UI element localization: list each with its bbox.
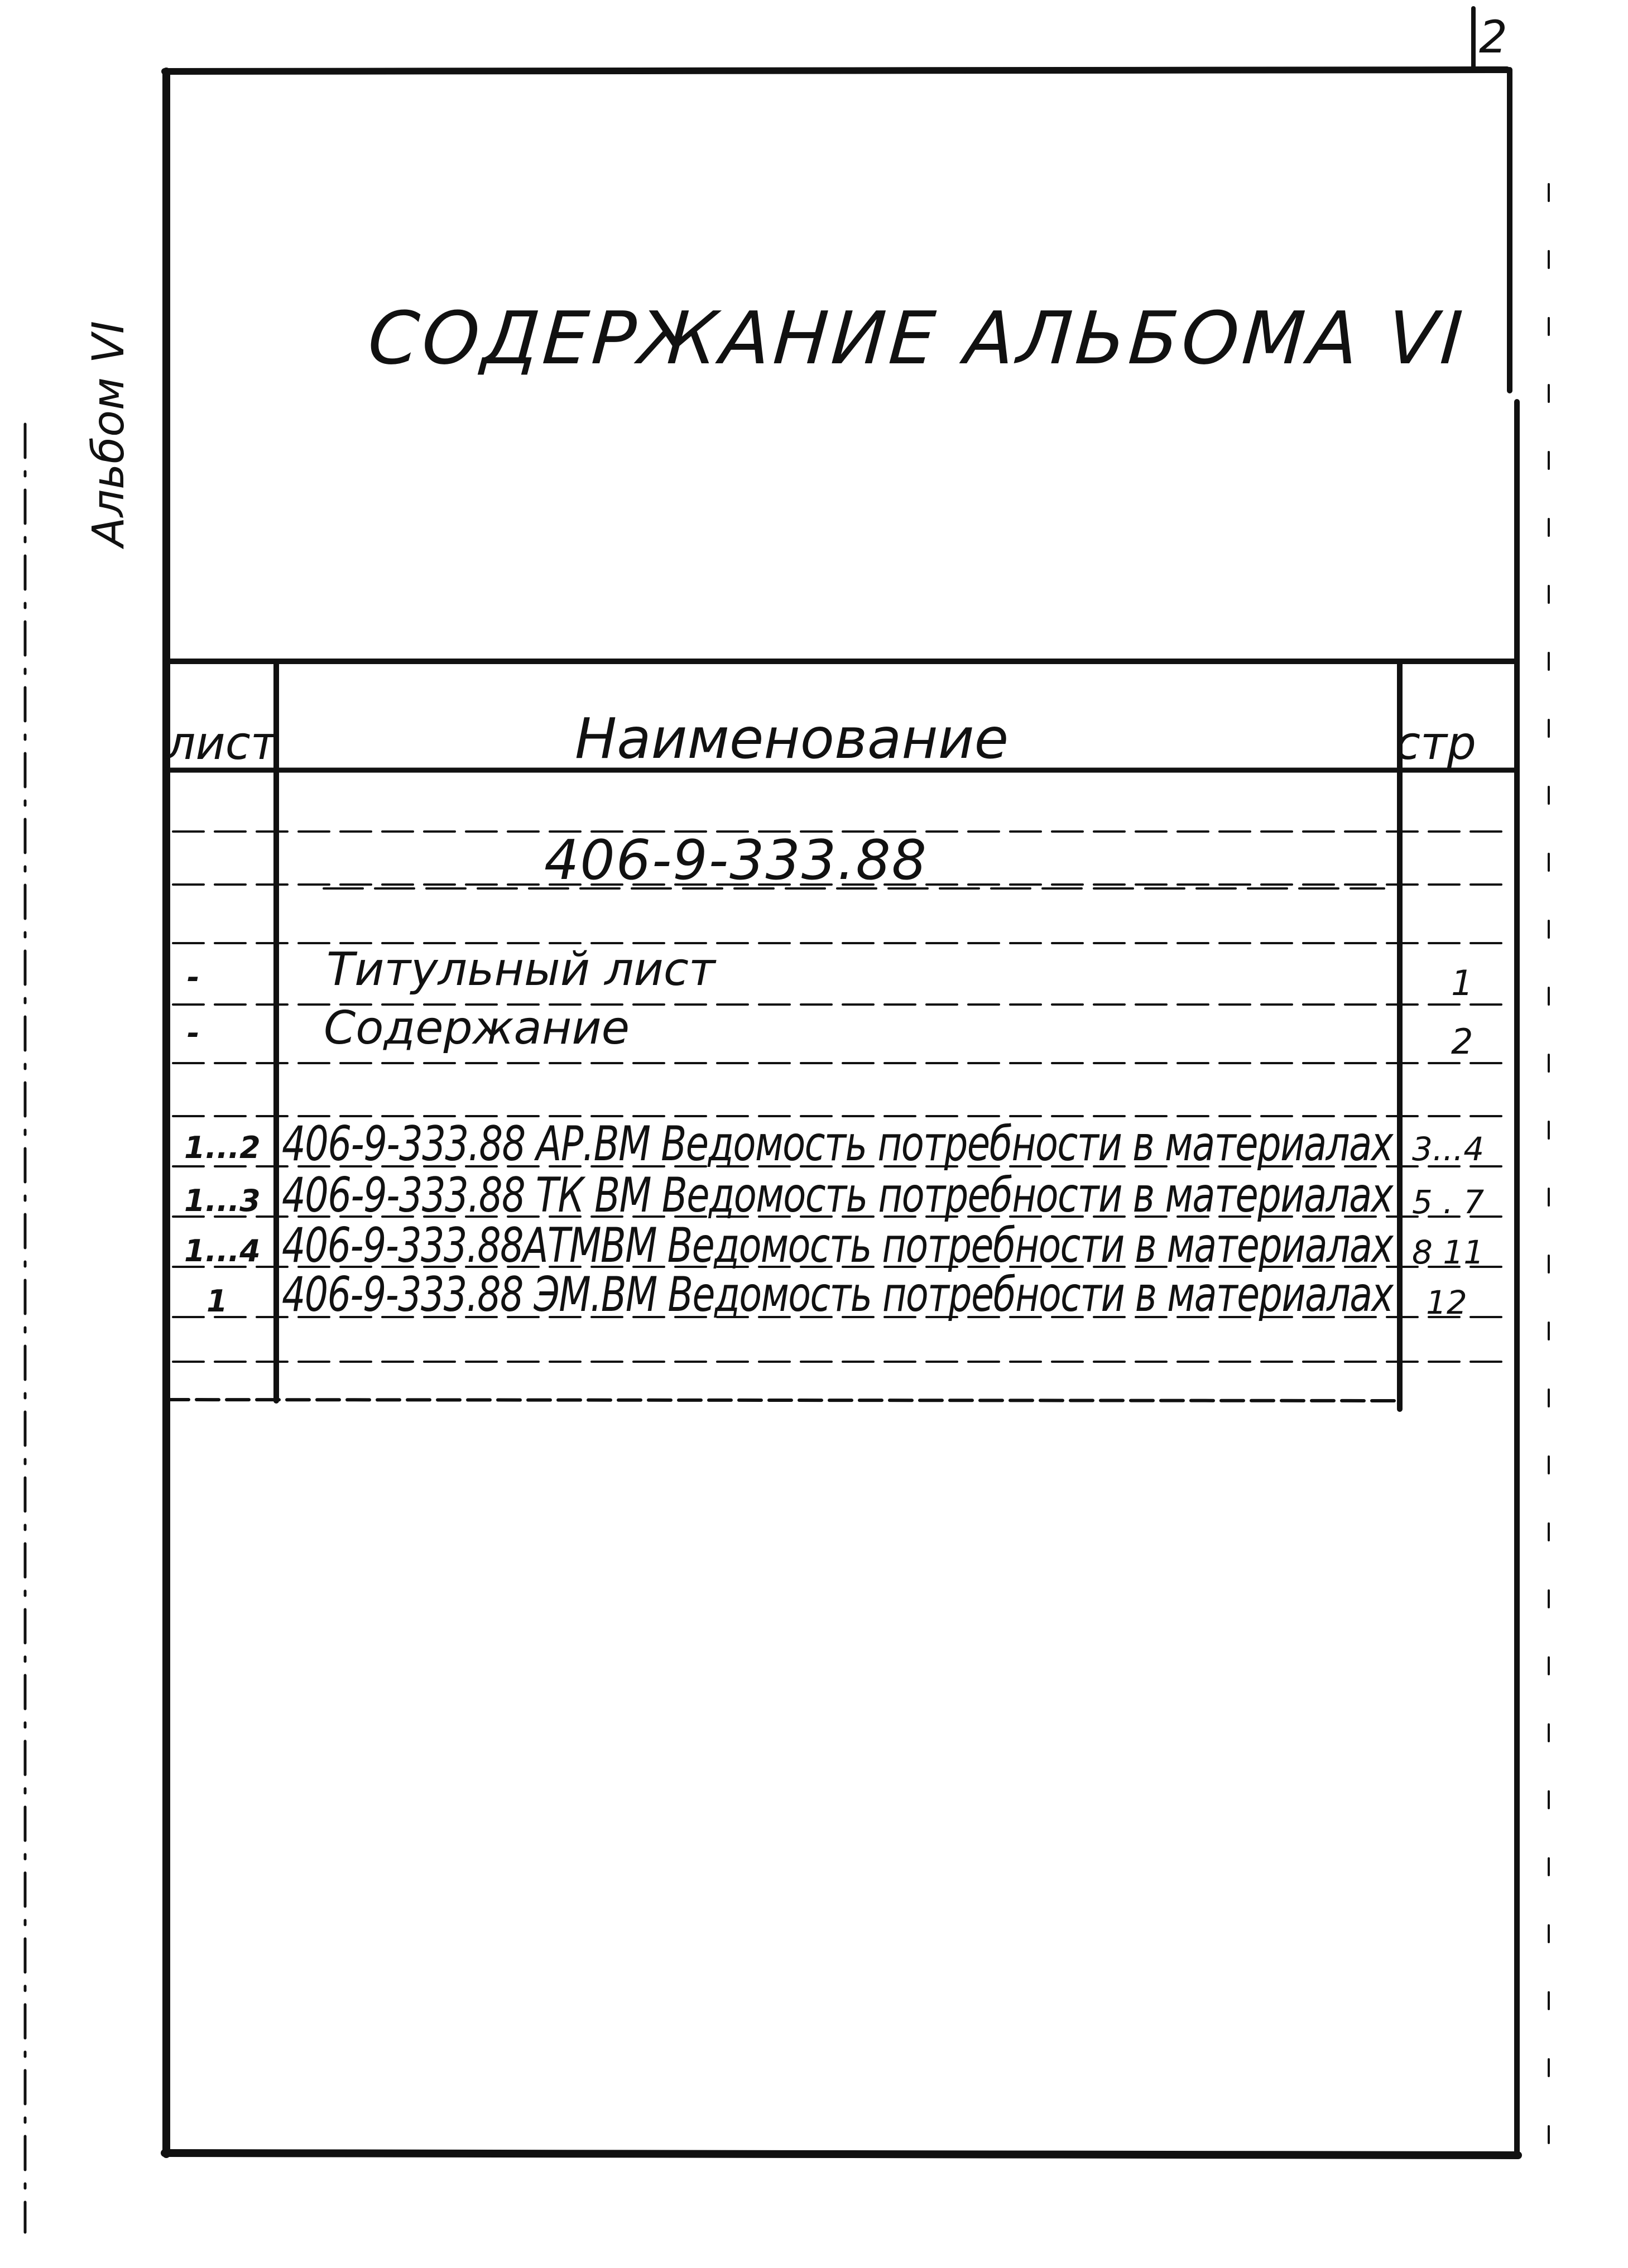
row-4-page: 5 . 7 — [1412, 1183, 1485, 1221]
row-3-sheet: 1...2 — [184, 1130, 261, 1165]
row-5-name: 406-9-333.88АТМВМ Ведомость потребности в материалах — [282, 1218, 1393, 1274]
frame-bottom-border — [165, 2153, 1518, 2155]
row-6-page: 12 — [1426, 1284, 1467, 1322]
row-4-name: 406-9-333.88 ТК ВМ Ведомость потребности в материалах — [282, 1167, 1392, 1223]
header-sheet: лист — [166, 717, 277, 770]
row-2-name: Содержание — [324, 1002, 630, 1055]
page-title: СОДЕРЖАНИЕ АЛЬБОМА VI — [365, 296, 1469, 381]
header-page: стр — [1395, 717, 1476, 770]
frame-top-border — [165, 70, 1507, 71]
row-3-page: 3...4 — [1412, 1130, 1485, 1168]
row-6-sheet: 1 — [206, 1284, 228, 1319]
project-code: 406-9-333.88 — [544, 829, 928, 892]
header-name: Наименование — [575, 706, 1009, 771]
page-number: 2 — [1479, 11, 1507, 63]
row-4-sheet: 1...3 — [184, 1183, 261, 1218]
row-6-name: 406-9-333.88 ЭМ.ВМ Ведомость потребности в материалах — [282, 1267, 1393, 1323]
row-1-name: Титульный лист — [326, 943, 715, 996]
row-2-sheet: - — [187, 1016, 200, 1051]
row-3-name: 406-9-333.88 АР.ВМ Ведомость потребности в материалах — [282, 1116, 1392, 1172]
row-2-page: 2 — [1451, 1021, 1473, 1062]
row-5-page: 8 11 — [1412, 1233, 1485, 1271]
row-5-sheet: 1...4 — [184, 1233, 261, 1268]
album-side-label: Альбом VI — [84, 320, 134, 547]
row-1-page: 1 — [1451, 963, 1473, 1003]
table-bottom-border — [166, 1400, 1400, 1401]
row-1-sheet: - — [187, 960, 200, 995]
